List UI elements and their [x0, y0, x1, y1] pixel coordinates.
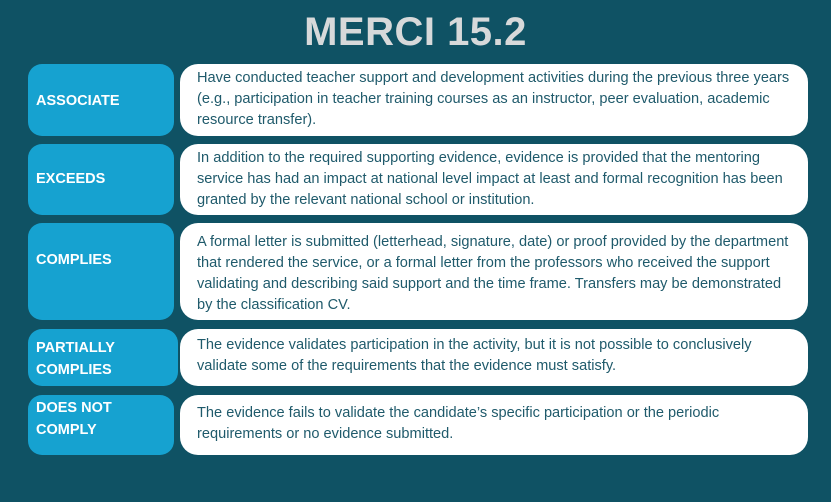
criterion-label: DOES NOT COMPLY [28, 395, 174, 455]
criterion-description: The evidence validates participation in the activity, but it is not possible to conclusively validate some of the requirements that the evidence must satisfy. [180, 329, 808, 386]
criterion-label: EXCEEDS [28, 144, 174, 215]
criterion-label: COMPLIES [28, 223, 174, 320]
page-title: MERCI 15.2 [304, 10, 527, 54]
criterion-label: ASSOCIATE [28, 64, 174, 136]
criterion-description: The evidence fails to validate the candidate’s specific participation or the periodic requirements or no evidence submitted. [180, 395, 808, 455]
criterion-label: PARTIALLY COMPLIES [28, 329, 178, 386]
criterion-description: Have conducted teacher support and development activities during the previous three years (e.g., participation in teacher training courses as an instructor, peer evaluation, academic resource transfer). [180, 64, 808, 136]
criterion-description: A formal letter is submitted (letterhead, signature, date) or proof provided by the department that rendered the service, or a formal letter from the professors who received the support validating and describing said support and the time frame. Transfers may be demonstrated by the classification CV. [180, 223, 808, 320]
criterion-description: In addition to the required supporting evidence, evidence is provided that the mentoring service has had an impact at national level impact at least and formal recognition has been granted by the relevant national school or institution. [180, 144, 808, 215]
